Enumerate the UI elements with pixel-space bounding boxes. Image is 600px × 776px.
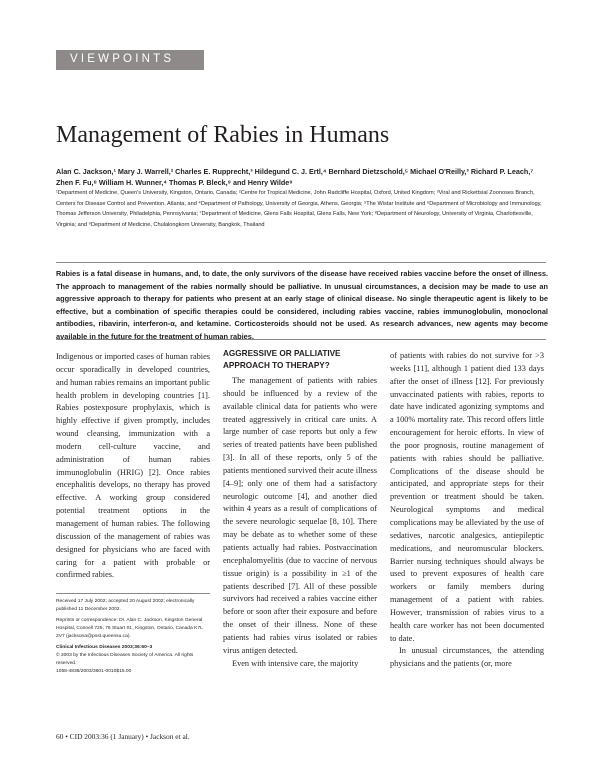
article-title: Management of Rabies in Humans (56, 122, 390, 148)
column-2 (223, 375, 377, 670)
article-notes (56, 598, 210, 679)
notes-rule (56, 593, 210, 594)
column-3-paragraph-1: of patients with rabies do not survive for >3 weeks [11], although 1 patient died 133 days after the onset of illness [12]. For previously unvaccinated patients with rabies, reports to date have indicated agonizing symptoms and a 100% mortality rate. This record offers little encouragement for heroic efforts. In view of the poor prognosis, routine management of patients with rabies should be palliative. Complications of the disease should be anticipated, and appropriate steps for their prevention or treatment should be taken. Neurological symptoms and medical complications may be alleviated by the use of sedatives, narcotic analgesics, antiepileptic medications, and neuromuscular blockers. Barrier nursing techniques should always be used to prevent exposures of health care workers or family members during management of a patient with rabies. However, transmission of rabies virus to a health care worker has not been documented to date. (390, 351, 544, 643)
abstract-top-rule (56, 262, 546, 263)
section-heading: AGGRESSIVE OR PALLIATIVE APPROACH TO THERAPY? (223, 349, 341, 370)
column-1 (56, 351, 210, 582)
section-banner-label: VIEWPOINTS (70, 53, 175, 65)
column-1-paragraph: Indigenous or imported cases of human rabies occur sporadically in developed countries, and human rabies remains an important public health problem in developing countries [1]. Rabies postexposure prophylaxis, which is highly effective if given promptly, includes wound cleansing, immunization with a modern cell-culture vaccine, and administration of human rabies immunoglobulin (HRIG) [2]. Once rabies encephalitis develops, no therapy has proved effective. A working group considered potential treatment options in the management of human rabies. The following discussion of the management of rabies was designed for physicians who are faced with caring for a patient with probable or confirmed rabies. (56, 352, 210, 580)
column-3 (390, 350, 544, 671)
abstract-bottom-rule (56, 339, 546, 340)
author-list: Alan C. Jackson,¹ Mary J. Warrell,² Charles E. Rupprecht,³ Hildegund C. J. Ertl,⁴ Bernhard Dietzschold,⁵ Michael O'Reilly,³ Richard P. Leach,⁷ Zhen F. Fu,⁸ William H. Wunner,⁴ Thomas P. Bleck,⁹ and Henry Wilde⁹ (56, 167, 534, 187)
page-footer: 60 • CID 2003:36 (1 January) • Jackson et al. (56, 732, 190, 741)
journal-citation: Clinical Infectious Diseases 2003;36:60–3 (56, 645, 153, 650)
affiliations: ¹Department of Medicine, Queen's University, Kingston, Ontario, Canada; ²Centre for Tropical Medicine, John Radcliffe Hospital, Oxford, United Kingdom; ³Viral and Rickettsial Zoonoses Branch, Centers for Disease Control and Prevention, Atlanta, and ⁴Department of Pathology, University of Georgia, Athens, Georgia; ⁵The Wistar Institute and ⁶Department of Microbiology and Immunology, Thomas Jefferson University, Philadelphia, Pennsylvania; ⁷Department of Medicine, Glens Falls Hospital, Glens Falls, New York; ⁸Department of Neurology, University of Virginia, Charlottesville, Virginia; and ⁹Department of Medicine, Chulalongkorn University, Bangkok, Thailand (56, 190, 542, 228)
column-2-paragraph-2: Even with intensive care, the majority (232, 658, 359, 668)
column-2-paragraph-1: The management of patients with rabies should be influenced by a review of the available clinical data for patients who were treated aggressively in critical care units. A large number of case reports but only a few series of treated patients have been published [3]. In all of these reports, only 5 of the patients mentioned survived their acute illness [4–9]; only one of them had a satisfactory neurologic outcome [4], and another died within 4 years as a result of complications of the severe neurologic sequelae [8, 10]. There may be debate as to whether some of these patients actually had rabies. Postvaccination encephalomyelitis (due to vaccine of nervous tissue origin) is a possibility in ≥1 of the patients described [7]. All of these possible survivors had received a rabies vaccine either before or soon after their exposure and before the onset of their illness. None of these patients had rabies virus isolated or rabies virus antigen detected. (223, 376, 377, 655)
column-3-paragraph-2: In unusual circumstances, the attending physicians and the patients (or, more (390, 646, 544, 669)
copyright-note: © 2003 by the Infectious Diseases Society of America. All rights reserved. (56, 653, 194, 666)
issn-note: 1058-4838/2003/3601-0010$15.00 (56, 669, 132, 674)
abstract: Rabies is a fatal disease in humans, and, to date, the only survivors of the disease have received rabies vaccine before the onset of illness. The approach to management of the rabies normally should be palliative. In unusual circumstances, a decision may be made to use an aggressive approach to therapy for patients who present at an early stage of clinical disease. No single therapeutic agent is likely to be effective, but a combination of specific therapies could be considered, including rabies vaccine, rabies immunoglobulin, monoclonal antibodies, ribavirin, interferon-α, and ketamine. Corticosteroids should not be used. As research advances, new agents may become available in the future for the treatment of human rabies. (56, 269, 548, 341)
section-banner (56, 50, 204, 70)
reprints-note: Reprints or correspondence: Dr. Alan C. Jackson, Kingston General Hospital, Connell 725, 76 Stuart St., Kingston, Ontario, Canada K7L 2V7 (jacksona@post.queensu.ca). (56, 618, 203, 639)
received-note: Received 17 July 2002; accepted 20 August 2002; electronically published 11 December 2002. (56, 599, 195, 612)
